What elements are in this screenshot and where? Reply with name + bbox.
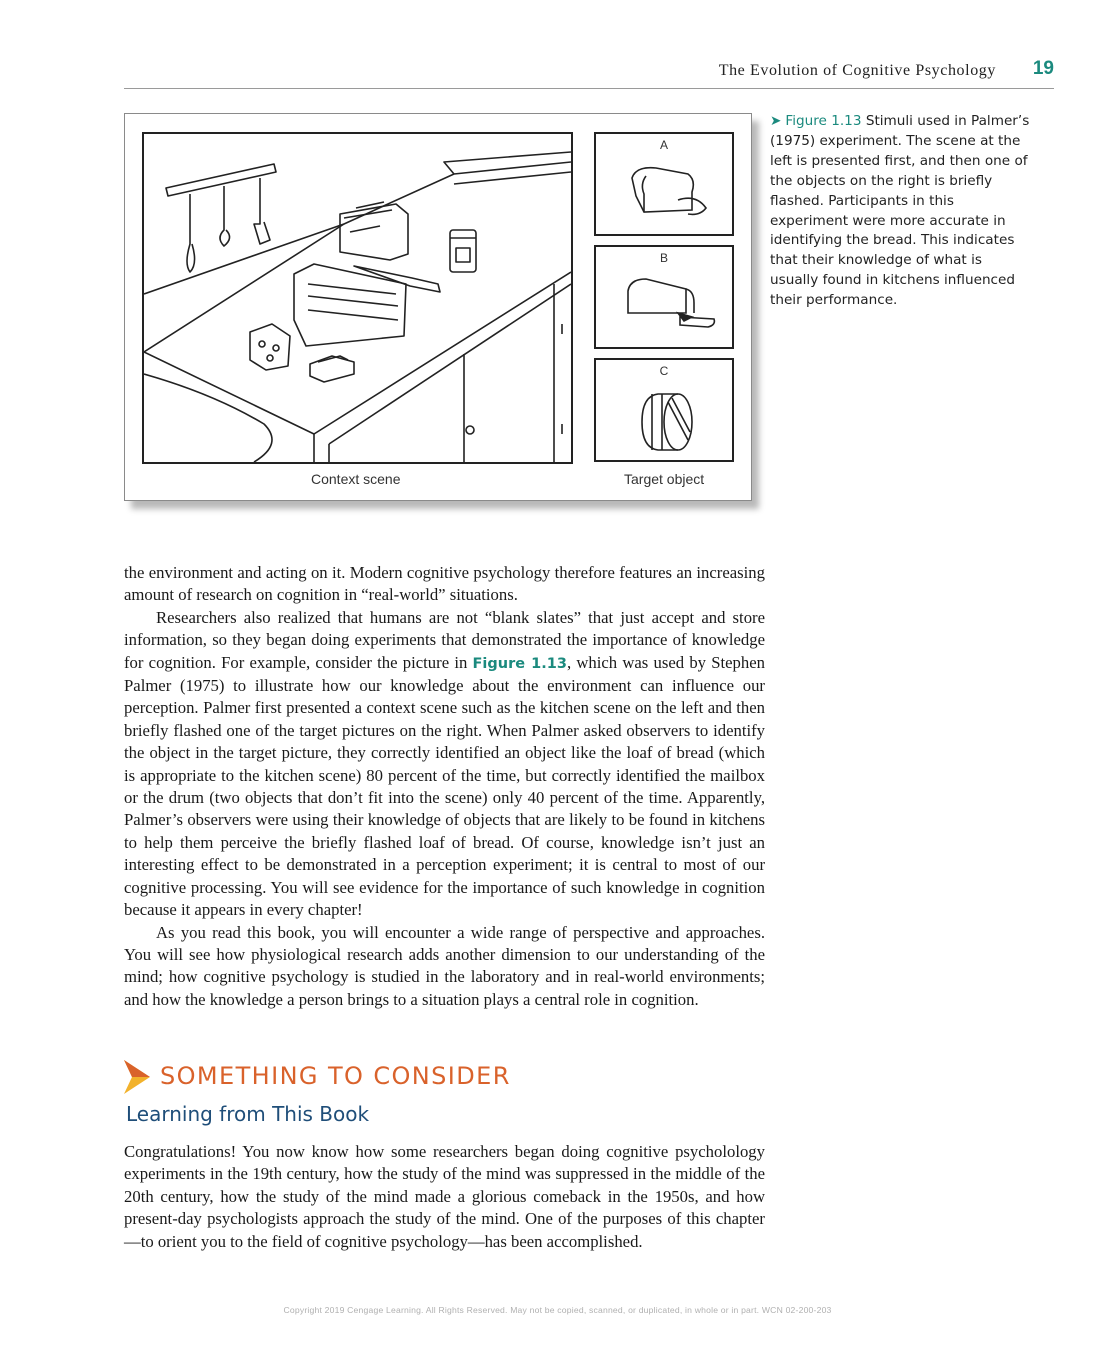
- running-head: The Evolution of Cognitive Psychology: [718, 62, 996, 79]
- page-number: 19: [1032, 58, 1054, 79]
- paragraph-2-end: , which was used by Stephen Palmer (1975) to illustrate how our knowledge about the environment can influence our perception. Palmer first presented a context scene such as the kitchen scene on the left and then briefly flashed one of the target pictures on the right. When Palmer asked observers to identify the object in the target picture, they correctly identified an object like the loaf of bread (which is appropriate to the kitchen scene) 80 percent of the time, but correctly identified the mailbox or the drum (two objects that don’t fit into the scene) only 40 percent of the time. Apparently, Palmer’s observers were using their knowledge of objects that are likely to be found in kitchens to help them perceive the briefly flashed loaf of bread. Of course, knowledge isn’t just an interesting effect to be demonstrated in a perception experiment; it is central to most of our cognitive processing. You will see evidence for the importance of such knowledge in cognition because it appears in every chapter!: [124, 652, 765, 920]
- caption-figure-number: Figure 1.13: [785, 113, 862, 129]
- section-heading: [124, 1058, 764, 1096]
- caption-arrow-icon: ➤: [770, 113, 782, 129]
- paragraph-2: [124, 607, 765, 922]
- figure-caption: [770, 112, 1032, 311]
- kitchen-scene-drawing: [144, 134, 571, 462]
- target-letter-b: B: [659, 251, 668, 265]
- section-title: SOMETHING TO CONSIDER: [160, 1062, 511, 1090]
- figure-1-13: [124, 113, 752, 501]
- paragraph-1: the environment and acting on it. Modern cognitive psychology therefore features an increasing amount of research on cognition in “real-world” situations.: [124, 563, 765, 605]
- target-letter-a: A: [659, 138, 668, 152]
- section-body: [124, 1141, 765, 1253]
- figure-reference-link[interactable]: Figure 1.13: [472, 655, 567, 672]
- subsection-title: Learning from This Book: [126, 1102, 370, 1126]
- paragraph-3: As you read this book, you will encounter a wide range of perspective and approaches. You will see how physiological research adds another dimension to our understanding of the mind; how cognitive psychology is studied in the laboratory and in real-world environments; and how the knowledge a person brings to a situation plays a central role in cognition.: [124, 922, 765, 1009]
- target-letter-c: C: [659, 364, 669, 378]
- body-text: [124, 562, 765, 1011]
- section-arrow-icon: [124, 1060, 152, 1094]
- copyright-footer: Copyright 2019 Cengage Learning. All Rights Reserved. May not be copied, scanned, or duplicated, in whole or in part. WCN 02-200-203: [283, 1305, 832, 1315]
- target-object-b: [594, 245, 734, 349]
- context-scene-label: Context scene: [311, 471, 401, 487]
- page-header: [124, 56, 1054, 89]
- paragraph-2-start: Researchers also realized that humans are not “blank slates” that just accept and store information, so they began doing experiments that demonstrated the importance of knowledge for cognition. For example, consider the picture in: [124, 607, 765, 672]
- target-object-label: Target object: [624, 471, 705, 487]
- target-object-a: [594, 132, 734, 236]
- section-paragraph: Congratulations! You now know how some researchers began doing cognitive psycholology experiments in the 19th century, how the study of the mind was suppressed in the middle of the 20th century, how the study of the mind made a glorious comeback in the 1950s, and how present-day psychologists approach the study of the mind. One of the purposes of this chapter—to orient you to the field of cognitive psychology—has been accomplished.: [124, 1142, 765, 1251]
- caption-text: Stimuli used in Palmer’s (1975) experiment. The scene at the left is presented first, and then one of the objects on the right is briefly flashed. Participants in this experiment were more accurate in identifying the bread. This indicates that their knowledge of what is usually found in kitchens influenced their performance.: [770, 113, 1030, 309]
- target-object-c: [594, 358, 734, 462]
- context-scene-illustration: [142, 132, 573, 464]
